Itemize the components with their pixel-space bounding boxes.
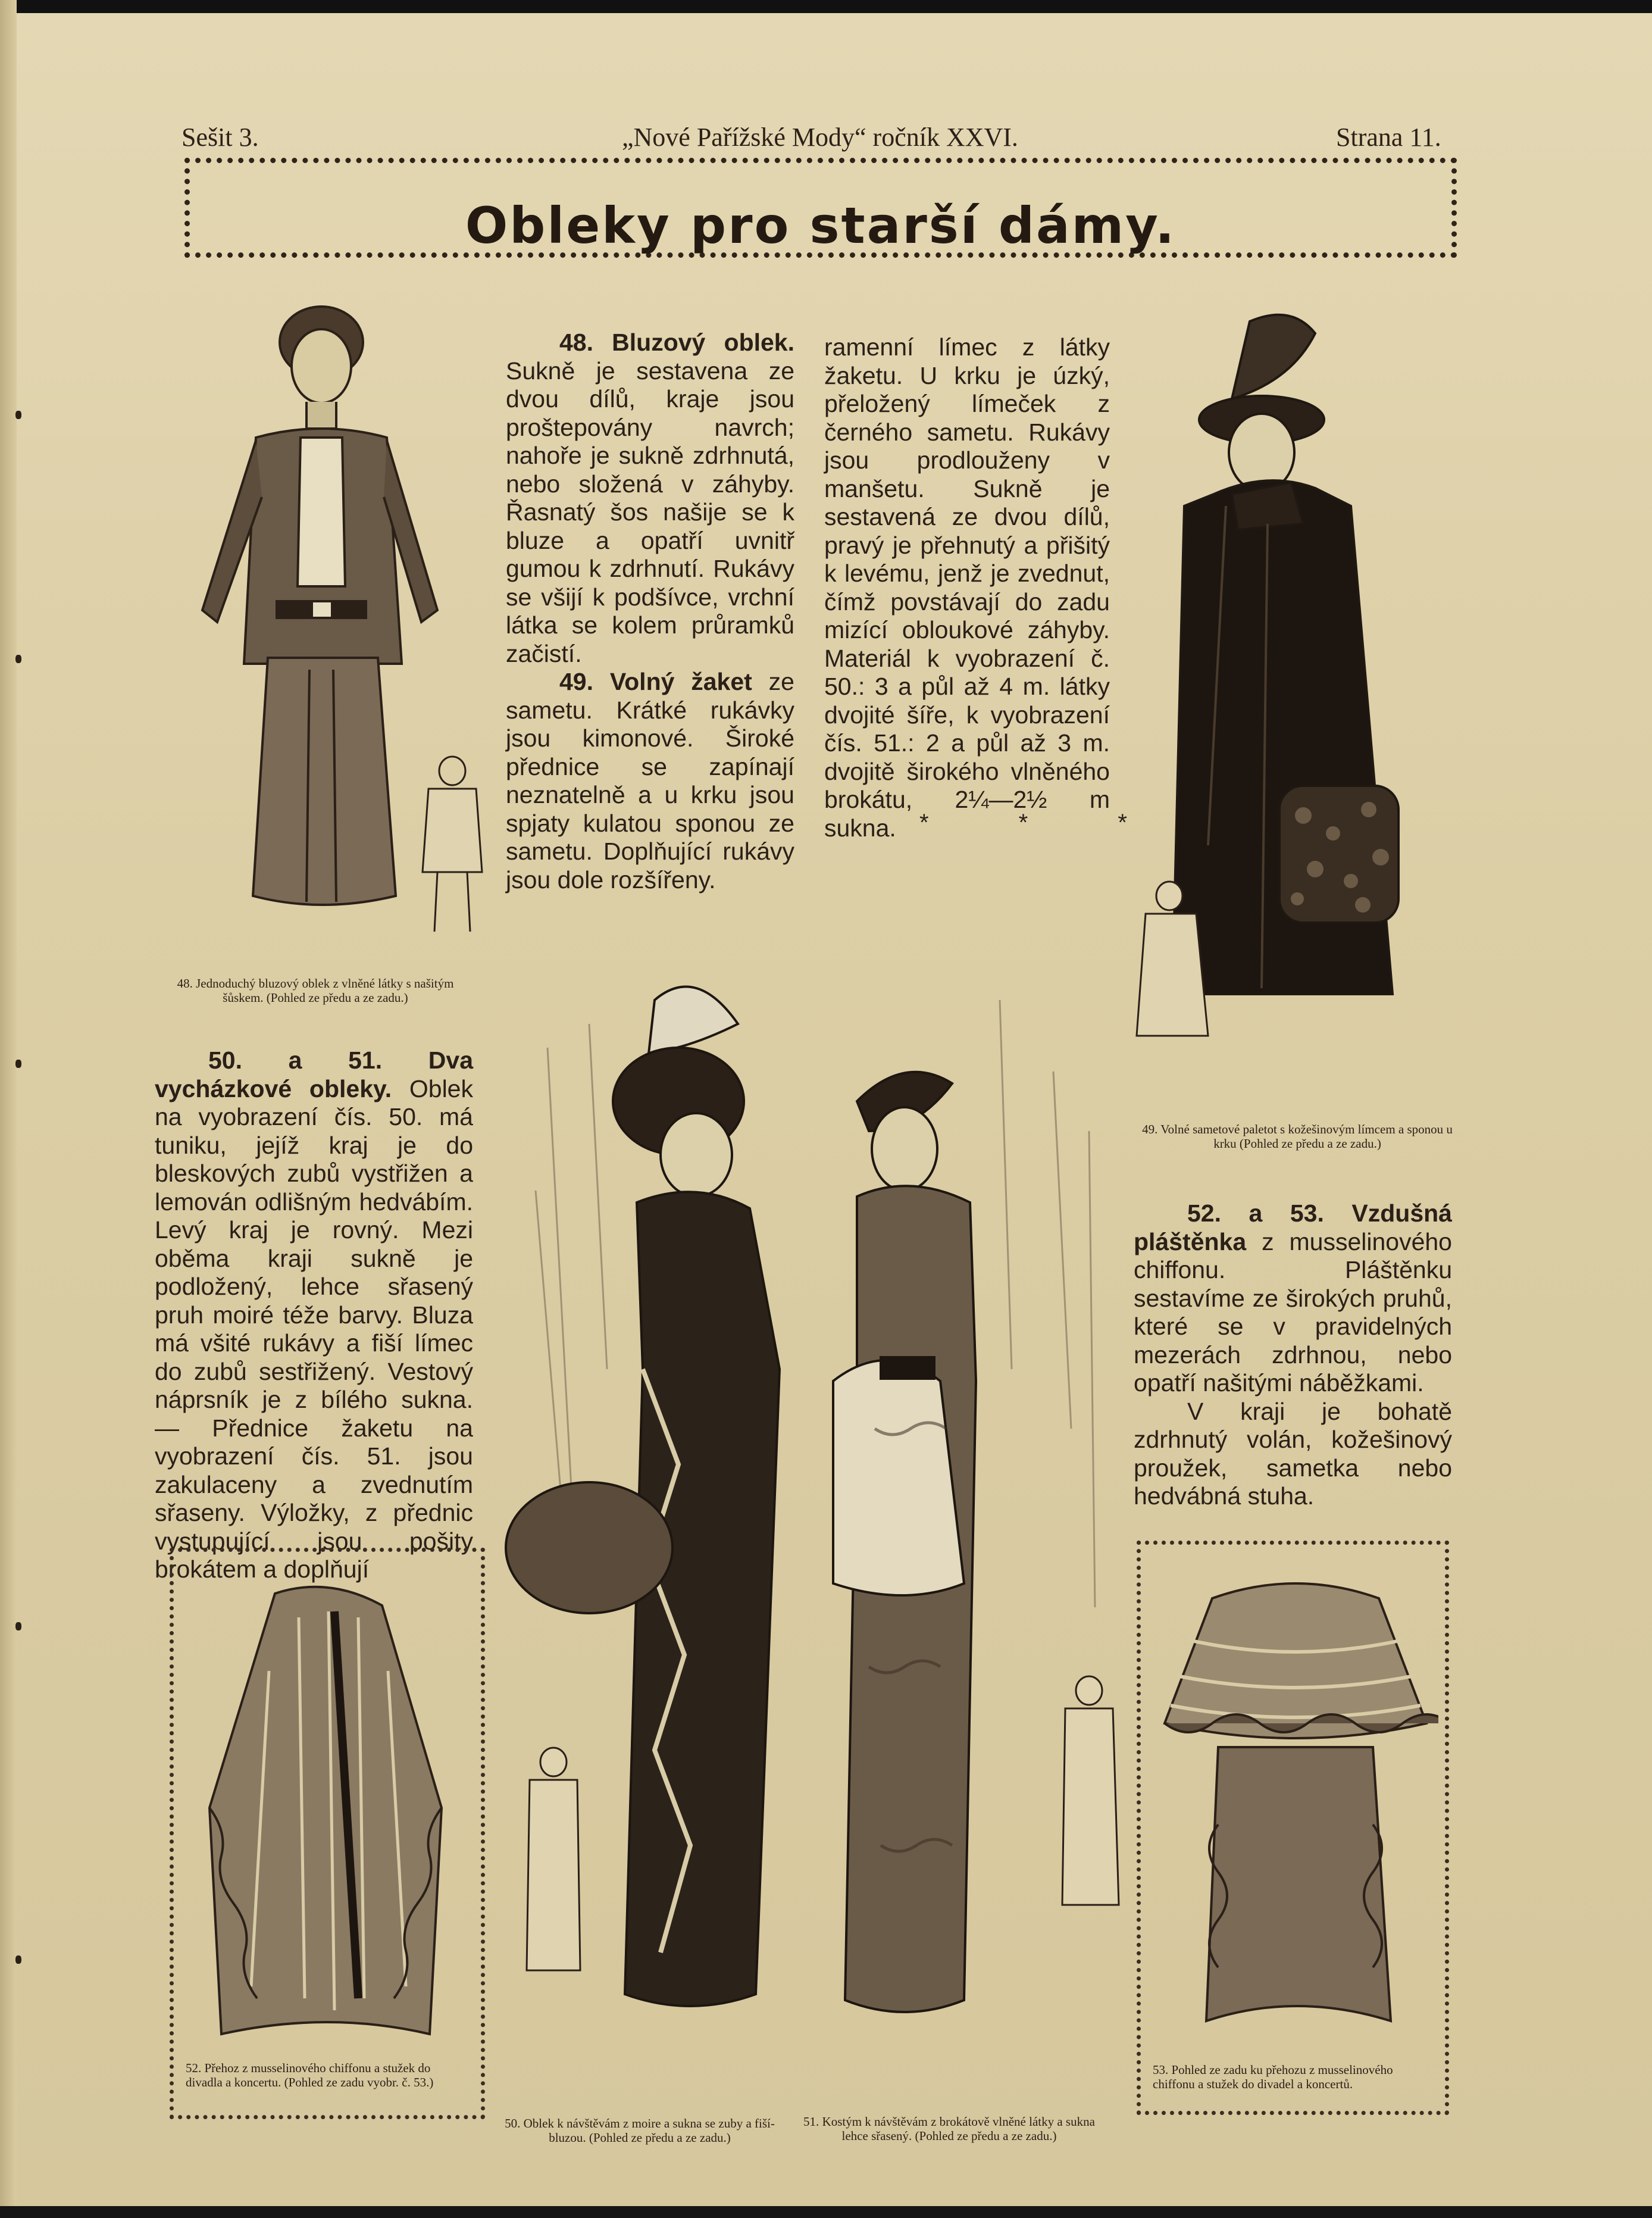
section-stars: * * * (919, 810, 1169, 836)
scan-left-edge (0, 0, 17, 2218)
article-continuation-text: ramenní límec z látky žaketu. U krku je úzký, přeložený límeček z černého sametu. Rukávy jsou prodlouženy v manšetu. Sukně je sestavená ze dvou dílů, pravý je přehnutý a přišitý k levému, jenž je zvednut, čímž povstávají do zadu mizící obloukové záhyby. Materiál k vyobrazení č. 50.: 3 a půl až 4 m. látky dvojité šíře, k vyobrazení čís. 51.: 2 a půl až 3 m. dvojitě širokého vlněného brokátu, 2¼—2½ m sukna. (824, 333, 1110, 842)
scan-top-border (0, 0, 1652, 13)
page-title: Obleky pro starší dámy. (465, 196, 1177, 255)
article-52-text-2: V kraji je bohatě zdrhnutý volán, kožešinový proužek, sametka nebo hedvábná stuha. (1134, 1397, 1452, 1510)
article-49-text: ze sametu. Krátké rukávky jsou kimonové. Široké přednice se zapínají neznatelně a u krku jsou spjaty kulatou sponou ze sametu. Doplňující rukávy jsou dole rozšířeny. (506, 668, 794, 894)
margin-mark (15, 655, 21, 663)
illustration-48-blouse-suit (173, 301, 488, 944)
illustration-52-evening-wrap (186, 1582, 471, 2046)
article-50-51 (155, 1046, 473, 1584)
issue-number: Sešit 3. (182, 123, 259, 152)
title-frame (184, 158, 1457, 258)
article-48-49 (506, 329, 794, 894)
article-50-text: Oblek na vyobrazení čís. 50. má tuniku, jejíž kraj je do bleskových zubů vystřižen a lemován odlišným hedvábím. Levý kraj je rovný. Mezi oběma kraji sukně je podložený, lehce sřasený pruh moiré téže barvy. Bluza má všité rukávy a fiší límec do zubů sestřižený. Vestový náprsník je z bílého sukna. — Přednice žaketu na vyobrazení čís. 51. jsou zakulaceny a zvednutím sřaseny. Výložky, z přednic vystupující jsou pošity brokátem a doplňují (155, 1074, 473, 1583)
figure-53-frame (1137, 1541, 1449, 2115)
margin-mark (15, 1060, 21, 1068)
scan-bottom-border (0, 2206, 1652, 2218)
illustration-53-wrap-back (1153, 1575, 1438, 2051)
article-49-heading: 49. Volný žaket (559, 668, 752, 695)
caption-49: 49. Volné sametové paletot s kožešinovým límcem a sponou u krku (Pohled ze předu a ze zadu.) (1142, 1122, 1453, 1151)
margin-mark (15, 1955, 21, 1964)
magazine-title: „Nové Pařížské Mody“ ročník XXVI. (622, 123, 1018, 152)
article-52-53 (1134, 1199, 1452, 1511)
caption-53: 53. Pohled ze zadu ku přehozu z musselinového chiffonu a stužek do divadel a koncertů. (1153, 2063, 1393, 2091)
caption-51: 51. Kostým k návštěvám z brokátově vlněné látky a sukna lehce sřasený. (Pohled ze předu a ze zadu.) (803, 2114, 1095, 2143)
article-52-text: z musselinového chiffonu. Pláštěnku sestavíme ze širokých pruhů, které se v pravidelných mezerách zdrhnou, nebo opatří našitými náběžkami. (1134, 1227, 1452, 1397)
margin-mark (15, 1622, 21, 1630)
article-continuation (824, 333, 1110, 842)
margin-mark (15, 411, 21, 419)
article-48-heading: 48. Bluzový oblek. (559, 329, 794, 356)
page-number: Strana 11. (1336, 123, 1441, 152)
article-50-heading: 50. a 51. Dva vycházkové obleky. (155, 1046, 473, 1102)
figure-52-frame (170, 1548, 485, 2119)
article-48-text: Sukně je sestavena ze dvou dílů, kraje jsou proštepovány navrch; nahoře je sukně zdrhnutá, nebo složená v záhyby. Řasnatý šos našije se k bluze a opatří uvnitř gumou k zdrhnutí. Rukávy se všijí k podšívce, vrchní látka se kolem průramků začistí. (506, 357, 794, 667)
illustration-49-velvet-coat (1113, 310, 1470, 1066)
caption-50: 50. Oblek k návštěvám z moire a sukna se zuby a fiší-bluzou. (Pohled ze předu a ze zadu.) (505, 2116, 775, 2145)
article-52-heading: 52. a 53. Vzdušná pláštěnka (1134, 1199, 1452, 1255)
caption-48: 48. Jednoduchý bluzový oblek z vlněné látky s našitým šůskem. (Pohled ze předu a ze zadu.) (177, 976, 454, 1005)
caption-52: 52. Přehoz z musselinového chiffonu a stužek do divadla a koncertu. (Pohled ze zadu vyobr. č. 53.) (186, 2061, 434, 2089)
illustration-50-51-walking-dresses (500, 952, 1131, 2107)
